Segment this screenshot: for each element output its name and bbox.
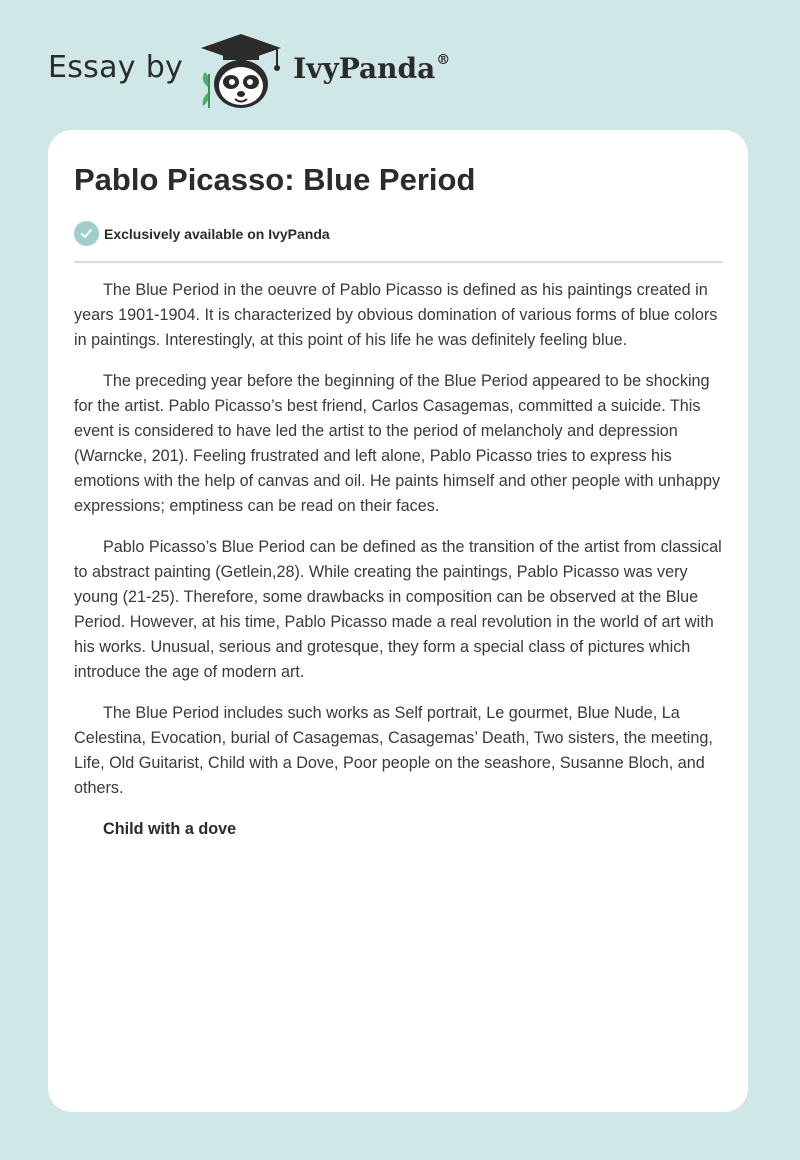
registered-mark: ® [436,51,451,68]
paragraph: Pablo Picasso’s Blue Period can be defined as the transition of the artist from classical to abstract painting (Getlein,28). While creating the paintings, Pablo Picasso was very young (21-25). Therefore, some drawbacks in composition can be observed at the Blue Period. However, at his time, Pablo Picasso made a real revolution in the world of art with his works. Unusual, serious and grotesque, they form a special class of pictures which introduce the age of modern art. [74,538,722,681]
paragraph: The Blue Period includes such works as Self portrait, Le gourmet, Blue Nude, La Celestina, Evocation, burial of Casagemas, Casagemas’ Death, Two sisters, the meeting, Life, Old Guitarist, Child with a Dove, Poor people on the seashore, Susanne Bloch, and others. [74,704,713,797]
panda-graduate-icon[interactable] [195,32,287,112]
divider [74,261,723,263]
article-card [48,130,748,1112]
article-body [74,278,728,842]
essay-by-label: Essay by [48,49,184,85]
section-heading: Child with a dove [103,820,237,838]
check-icon [74,221,99,246]
brand-logo[interactable] [293,52,450,85]
site-header [48,32,748,112]
paragraph: The Blue Period in the oeuvre of Pablo Picasso is defined as his paintings created in years 1901-1904. It is characterized by obvious domination of various forms of blue colors in paintings. Interestingly, at this point of his life he was definitely feeling blue. [74,281,718,349]
exclusive-badge-text: Exclusively available on IvyPanda [104,225,330,242]
page-title: Pablo Picasso: Blue Period [74,162,476,197]
exclusive-badge [74,221,330,246]
brand-name: IvyPanda [293,51,436,85]
paragraph: The preceding year before the beginning of the Blue Period appeared to be shocking for the artist. Pablo Picasso’s best friend, Carlos Casagemas, committed a suicide. This event is considered to have led the artist to the period of melancholy and depression (Warncke, 201). Feeling frustrated and left alone, Pablo Picasso tries to express his emotions with the help of canvas and oil. He paints himself and other people with unhappy expressions; emptiness can be read on their faces. [74,372,721,515]
